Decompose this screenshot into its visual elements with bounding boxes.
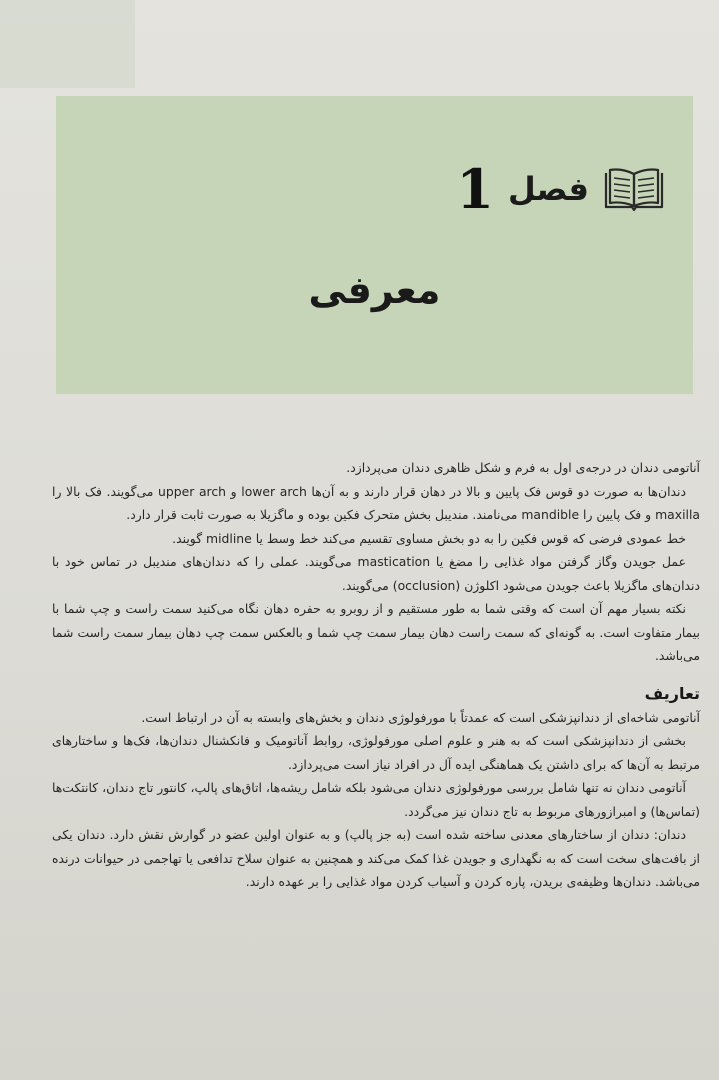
intro-paragraph: نکته بسیار مهم آن است که وقتی شما به طور مستقیم و از روبرو به حفره دهان نگاه می‌کنید سمت راست و چپ شما با بیمار متفاوت است. به گونه‌ای که سمت راست دهان بیمار سمت چپ شما و بالعکس سمت چپ دهان بیمار سمت راست شما می‌باشد. <box>52 601 700 663</box>
intro-paragraph: آناتومی دندان در درجه‌ی اول به فرم و شکل ظاهری دندان می‌پردازد. <box>346 460 700 475</box>
chapter-header-box <box>56 96 693 394</box>
page-corner-tab <box>0 0 135 88</box>
definitions-heading: تعاریف <box>644 683 700 703</box>
definition-paragraph: آناتومی دندان نه تنها شامل بررسی مورفولوژی دندان می‌شود بلکه شامل ریشه‌ها، اتاق‌های پالپ، کانتور تاج دندان، کانتکت‌ها (تماس‌ها) و امبرازورهای مربوط به تاج دندان نیز می‌گردد. <box>52 780 700 819</box>
open-book-icon <box>603 166 665 212</box>
chapter-label: فصل <box>507 170 589 208</box>
definition-paragraph: آناتومی شاخه‌ای از دندانپزشکی است که عمدتاً با مورفولوژی دندان و بخش‌های وابسته به آن در ارتباط است. <box>141 709 700 725</box>
definition-paragraph: دندان: دندان از ساختارهای معدنی ساخته شده است (به جز پالپ) و به عنوان اولین عضو در گوارش نقش دارد. دندان یکی از بافت‌های سخت است که به نگهداری و جویدن غذا کمک می‌کند و همچنین به عنوان سلاح تدافعی یا تهاجمی در حیوانات درنده می‌باشد. دندان‌ها وظیفه‌ی بریدن، پاره کردن و آسیاب کردن مواد غذایی را بر عهده دارند. <box>52 827 700 889</box>
chapter-title: معرفی <box>308 268 441 312</box>
intro-paragraph: عمل جویدن وگاز گرفتن مواد غذایی را مضغ یا mastication می‌گویند. عملی را که دندان‌های مندیبل در تماس خود با دندان‌های ماگزیلا باعث جویدن می‌شود اکلوژن (occlusion) می‌گویند. <box>52 554 700 593</box>
definition-paragraph: بخشی از دندانپزشکی است که به هنر و علوم اصلی مورفولوژی، روابط آناتومیک و فانکشنال دندان‌ها، فک‌ها و ساختارهای مرتبط به آن‌ها که برای داشتن یک هماهنگی ایده آل در افراد نیاز است می‌پردازد. <box>52 733 700 772</box>
chapter-number: 1 <box>456 157 494 221</box>
chapter-body <box>52 456 700 894</box>
intro-paragraph: خط عمودی فرضی که قوس فکین را به دو بخش مساوی تقسیم می‌کند خط وسط یا midline گویند. <box>172 530 686 546</box>
chapter-heading <box>456 154 665 224</box>
intro-paragraph: دندان‌ها به صورت دو قوس فک پایین و بالا در دهان قرار دارند و به آن‌ها lower arch و upper arch می‌گویند. فک بالا را maxilla و فک پایین را mandible می‌نامند. مندیبل بخش متحرک فکین بوده و ماگزیلا به صورت ثابت قرار دارد. <box>52 483 700 522</box>
